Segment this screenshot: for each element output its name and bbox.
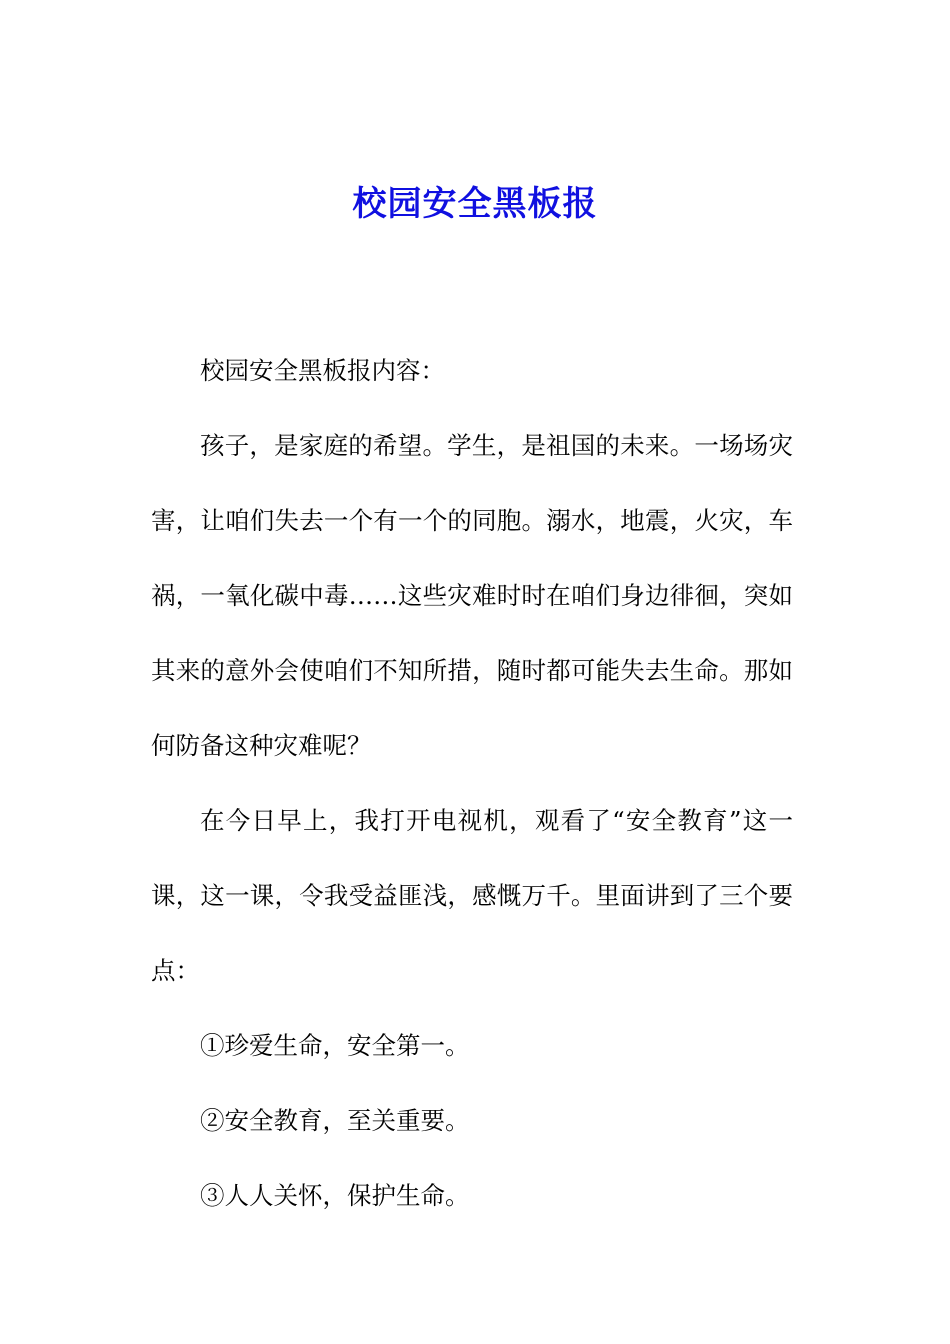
document-body xyxy=(151,333,793,1233)
paragraph-safety-education: 在今日早上，我打开电视机，观看了“安全教育”这一课，这一课，令我受益匪浅，感慨万千。里面讲到了三个要点： xyxy=(151,806,793,985)
document-title: 校园安全黑板报 xyxy=(352,184,598,224)
point-one: ①珍爱生命，安全第一。 xyxy=(200,1031,470,1060)
paragraph-intro: 校园安全黑板报内容： xyxy=(200,356,445,385)
paragraph-children-hope: 孩子，是家庭的希望。学生，是祖国的未来。一场场灾害，让咱们失去一个有一个的同胞。溺水，地震，火灾，车祸，一氧化碳中毒……这些灾难时时在咱们身边徘徊，突如其来的意外会使咱们不知所措，随时都可能失去生命。那如何防备这种灾难呢？ xyxy=(151,431,793,760)
point-two: ②安全教育，至关重要。 xyxy=(200,1106,470,1135)
point-three: ③人人关怀，保护生命。 xyxy=(200,1181,470,1210)
